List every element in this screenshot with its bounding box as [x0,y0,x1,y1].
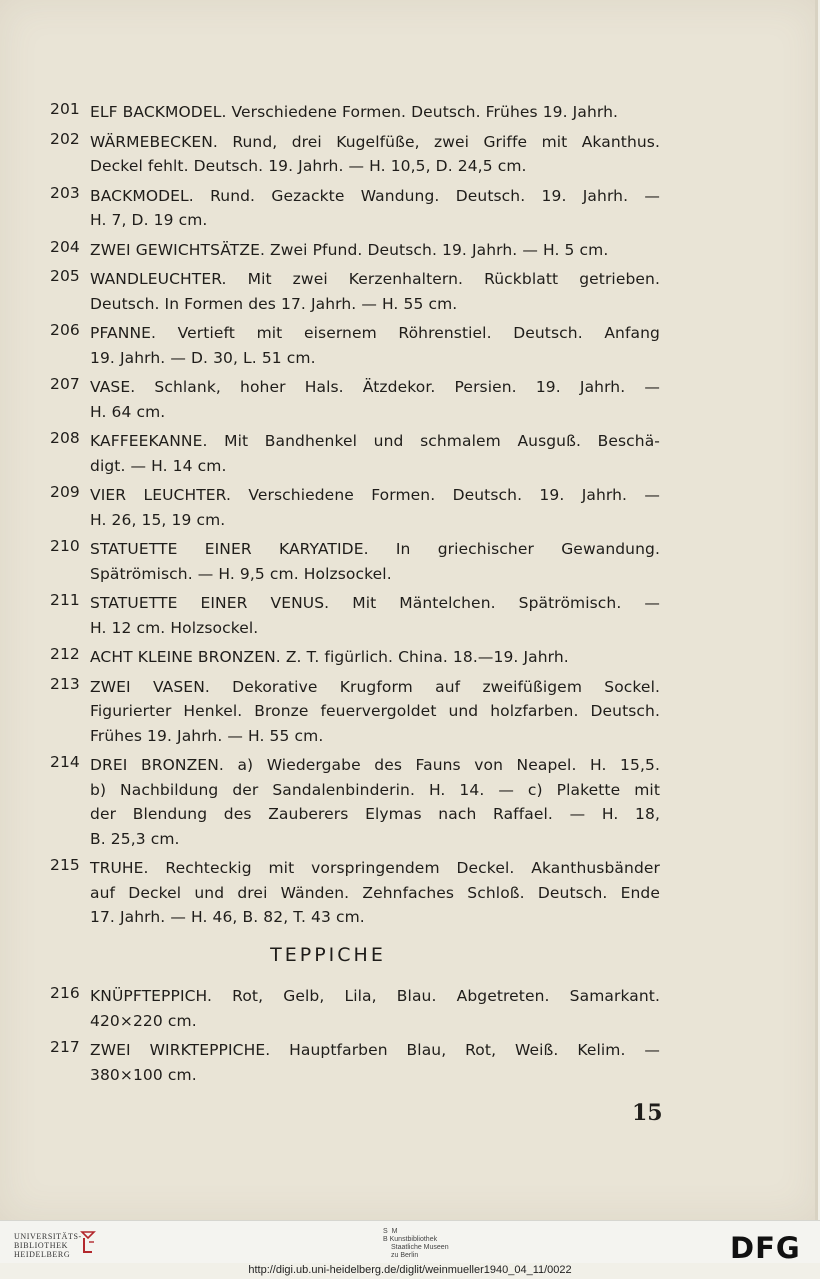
section-entry-list [50,984,660,1092]
permalink-url[interactable]: http://digi.ub.uni-heidelberg.de/diglit/weinmueller1940_04_11/0022 [248,1264,572,1276]
catalog-entry [50,130,660,179]
entry-text-line: 420×220 cm. [90,1011,197,1030]
entry-text-line: DREI BRONZEN. a) Wiedergabe des Fauns von Neapel. H. 15,5. [90,756,660,774]
entry-text-line: ELF BACKMODEL. Verschiedene Formen. Deutsch. Frühes 19. Jahrh. [90,103,619,121]
entry-text-line: Figurierter Henkel. Bronze feuervergoldet und holzfarben. Deutsch. [90,702,660,720]
entry-text-line: ZWEI VASEN. Dekorative Krugform auf zweifüßigem Sockel. [90,677,660,696]
entry-text-line: ZWEI WIRKTEPPICHE. Hauptfarben Blau, Rot, Weiß. Kelim. — [90,1041,660,1059]
entry-text-line: Frühes 19. Jahrh. — H. 55 cm. [90,726,324,745]
entry-text-line: der Blendung des Zauberers Elymas nach Raffael. — H. 18, [90,805,660,823]
catalog-entry [50,645,660,670]
catalog-entry [50,675,660,749]
entry-text-line: BACKMODEL. Rund. Gezackte Wandung. Deutsch. 19. Jahrh. — [90,186,660,205]
entry-text-line: 380×100 cm. [90,1065,197,1084]
entry-text-line: KAFFEEKANNE. Mit Bandhenkel und schmalem Ausguß. Beschä- [90,432,660,450]
entry-text-line: 19. Jahrh. — D. 30, L. 51 cm. [90,348,316,367]
entry-number: 216 [50,984,80,1002]
entry-number: 209 [50,483,80,501]
entry-number: 207 [50,375,80,393]
entry-text-line: ACHT KLEINE BRONZEN. Z. T. figürlich. China. 18.—19. Jahrh. [90,648,569,666]
university-library-logo-icon[interactable] [78,1230,98,1254]
entry-number: 210 [50,537,80,555]
catalog-entry [50,856,660,930]
entry-text-line: Deutsch. In Formen des 17. Jahrh. — H. 55 cm. [90,294,458,313]
entry-text-line: TRUHE. Rechteckig mit vorspringendem Deckel. Akanthusbänder [90,859,660,877]
entry-text-line: STATUETTE EINER VENUS. Mit Mäntelchen. Spätrömisch. — [90,594,660,612]
entry-text-line: H. 12 cm. Holzsockel. [90,618,259,637]
entry-number: 204 [50,237,80,256]
entry-text-line: VIER LEUCHTER. Verschiedene Formen. Deutsch. 19. Jahrh. — [90,486,660,504]
entry-number: 211 [50,591,80,609]
entry-text-line: digt. — H. 14 cm. [90,456,227,475]
entry-text-line: KNÜPFTEPPICH. Rot, Gelb, Lila, Blau. Abgetreten. Samarkant. [90,987,660,1005]
viewer-footer [0,1220,820,1263]
section-title: TEPPICHE [270,944,386,966]
entry-number: 214 [50,753,80,771]
entry-text-line: VASE. Schlank, hoher Hals. Ätzdekor. Persien. 19. Jahrh. — [90,378,660,396]
entry-text-line: b) Nachbildung der Sandalenbinderin. H. 14. — c) Plakette mit [90,780,660,799]
catalog-entry [50,100,660,125]
catalog-entry-list [50,100,660,935]
catalog-entry [50,184,660,233]
svg-text:DFG: DFG [730,1234,801,1260]
entry-number: 205 [50,267,80,285]
catalog-entry [50,753,660,851]
entry-text-line: PFANNE. Vertieft mit eisernem Röhrenstiel. Deutsch. Anfang [90,324,660,342]
catalog-entry [50,321,660,370]
catalog-entry [50,483,660,532]
entry-text-line: Spätrömisch. — H. 9,5 cm. Holzsockel. [90,564,392,583]
entry-text-line: auf Deckel und drei Wänden. Zehnfaches Schloß. Deutsch. Ende [90,883,660,902]
entry-text-line: H. 64 cm. [90,402,166,421]
catalog-entry [50,429,660,478]
entry-number: 217 [50,1038,80,1056]
museum-stamp: S M B Kunstbibliothek Staatliche Museen zu Berlin [383,1228,449,1259]
entry-number: 203 [50,183,80,202]
entry-text-line: B. 25,3 cm. [90,829,180,848]
catalog-entry [50,1038,660,1087]
entry-text-line: H. 7, D. 19 cm. [90,211,208,229]
entry-text-line: H. 26, 15, 19 cm. [90,510,226,529]
catalog-entry [50,537,660,586]
page-number: 15 [632,1100,663,1126]
dfg-logo[interactable] [730,1234,810,1260]
entry-text-line: WÄRMEBECKEN. Rund, drei Kugelfüße, zwei Griffe mit Akanthus. [90,132,660,151]
entry-number: 208 [50,429,80,447]
entry-number: 212 [50,645,80,663]
entry-text-line: Deckel fehlt. Deutsch. 19. Jahrh. — H. 10,5, D. 24,5 cm. [90,157,527,175]
catalog-entry [50,984,660,1033]
library-name[interactable]: UNIVERSITÄTS- BIBLIOTHEK HEIDELBERG [14,1232,82,1259]
entry-number: 202 [50,129,80,148]
entry-text-line: ZWEI GEWICHTSÄTZE. Zwei Pfund. Deutsch. 19. Jahrh. — H. 5 cm. [90,240,609,259]
entry-text-line: 17. Jahrh. — H. 46, B. 82, T. 43 cm. [90,908,365,926]
catalog-entry [50,591,660,640]
entry-number: 206 [50,321,80,339]
entry-text-line: STATUETTE EINER KARYATIDE. In griechischer Gewandung. [90,540,660,558]
entry-text-line: WANDLEUCHTER. Mit zwei Kerzenhaltern. Rückblatt getrieben. [90,270,660,288]
entry-number: 201 [50,100,80,118]
catalog-entry [50,238,660,263]
entry-number: 215 [50,856,80,874]
entry-number: 213 [50,674,80,693]
catalog-entry [50,267,660,316]
catalog-entry [50,375,660,424]
